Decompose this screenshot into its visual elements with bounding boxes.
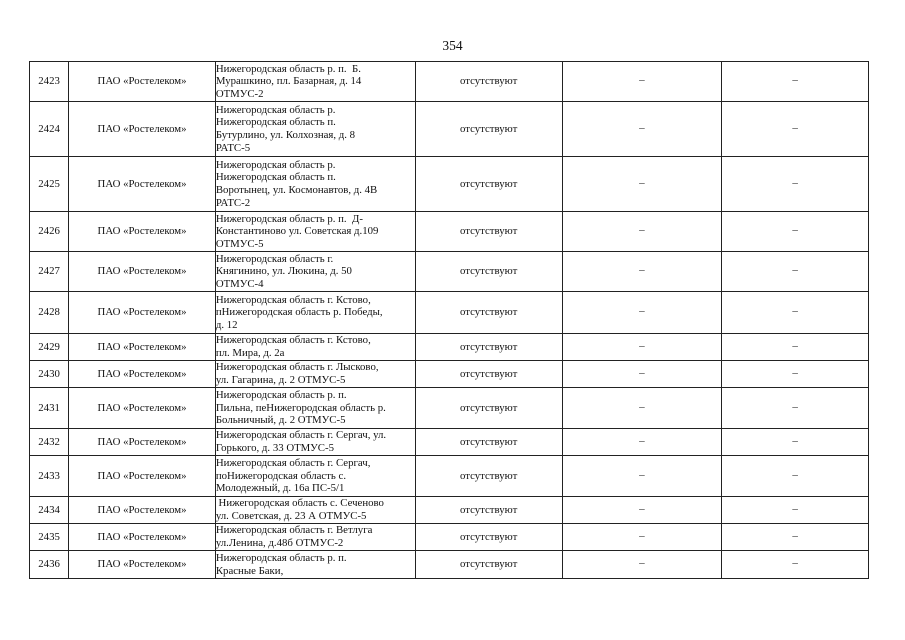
status-cell: отсутствуют bbox=[415, 334, 562, 361]
dash-value: – bbox=[792, 502, 798, 515]
column-6-cell bbox=[722, 456, 869, 497]
address-line: Нижегородская область р. bbox=[215, 103, 336, 116]
address-line: Нижегородская область г. Ветлуга bbox=[215, 524, 373, 537]
row-number-cell: 2425 bbox=[30, 157, 69, 212]
address-cell bbox=[215, 252, 415, 292]
column-6-cell bbox=[722, 388, 869, 429]
row-number-cell: 2435 bbox=[30, 524, 69, 551]
organization-cell: ПАО «Ростелеком» bbox=[69, 252, 216, 292]
organization-cell: ПАО «Ростелеком» bbox=[69, 429, 216, 456]
row-number-cell: 2432 bbox=[30, 429, 69, 456]
address-line: ОТМУС-5 bbox=[215, 237, 264, 250]
address-line: Нижегородская область с. Сеченово bbox=[215, 497, 384, 510]
row-number-cell: 2431 bbox=[30, 388, 69, 429]
address-cell bbox=[215, 551, 415, 579]
row-number-cell: 2434 bbox=[30, 497, 69, 524]
dash-value: – bbox=[792, 529, 798, 542]
address-line: ОТМУС-4 bbox=[215, 277, 264, 290]
address-line: пНижегородская область р. Победы, bbox=[215, 306, 383, 319]
column-5-cell bbox=[562, 456, 722, 497]
address-line: Нижегородская область р. bbox=[215, 158, 336, 171]
status-cell: отсутствуют bbox=[415, 497, 562, 524]
column-5-cell bbox=[562, 102, 722, 157]
status-cell: отсутствуют bbox=[415, 102, 562, 157]
address-cell bbox=[215, 456, 415, 497]
table-row bbox=[30, 388, 869, 429]
table-row bbox=[30, 252, 869, 292]
table-row bbox=[30, 62, 869, 102]
address-line: Нижегородская область р. п. bbox=[215, 389, 347, 402]
status-cell: отсутствуют bbox=[415, 212, 562, 252]
column-5-cell bbox=[562, 524, 722, 551]
dash-value: – bbox=[639, 366, 645, 379]
column-5-cell bbox=[562, 334, 722, 361]
address-line: Нижегородская область р. п. bbox=[215, 551, 347, 564]
column-5-cell bbox=[562, 157, 722, 212]
address-cell bbox=[215, 62, 415, 102]
address-line: поНижегородская область с. bbox=[215, 469, 347, 482]
organization-cell: ПАО «Ростелеком» bbox=[69, 361, 216, 388]
organization-cell: ПАО «Ростелеком» bbox=[69, 524, 216, 551]
register-table bbox=[29, 61, 869, 579]
column-6-cell bbox=[722, 62, 869, 102]
address-line: Нижегородская область п. bbox=[215, 116, 336, 129]
address-line: Нижегородская область г. Сергач, ул. bbox=[215, 429, 387, 442]
dash-value: – bbox=[639, 529, 645, 542]
row-number-cell: 2427 bbox=[30, 252, 69, 292]
status-cell: отсутствуют bbox=[415, 456, 562, 497]
status-cell: отсутствуют bbox=[415, 551, 562, 579]
address-cell bbox=[215, 429, 415, 456]
organization-cell: ПАО «Ростелеком» bbox=[69, 157, 216, 212]
organization-cell: ПАО «Ростелеком» bbox=[69, 456, 216, 497]
column-6-cell bbox=[722, 292, 869, 334]
column-6-cell bbox=[722, 524, 869, 551]
dash-value: – bbox=[792, 400, 798, 413]
row-number-cell: 2426 bbox=[30, 212, 69, 252]
dash-value: – bbox=[792, 224, 798, 237]
dash-value: – bbox=[639, 121, 645, 134]
column-5-cell bbox=[562, 292, 722, 334]
table-row bbox=[30, 292, 869, 334]
status-cell: отсутствуют bbox=[415, 429, 562, 456]
organization-cell: ПАО «Ростелеком» bbox=[69, 212, 216, 252]
dash-value: – bbox=[792, 434, 798, 447]
table-row bbox=[30, 497, 869, 524]
register-table-body bbox=[30, 62, 869, 579]
row-number-cell: 2436 bbox=[30, 551, 69, 579]
address-line: ул. Советская, д. 23 А ОТМУС-5 bbox=[215, 510, 367, 522]
column-6-cell bbox=[722, 361, 869, 388]
dash-value: – bbox=[792, 264, 798, 277]
organization-cell: ПАО «Ростелеком» bbox=[69, 551, 216, 579]
table-row bbox=[30, 551, 869, 579]
table-row bbox=[30, 212, 869, 252]
dash-value: – bbox=[792, 121, 798, 134]
column-5-cell bbox=[562, 212, 722, 252]
address-line: Константиново ул. Советская д.109 bbox=[215, 225, 379, 238]
dash-value: – bbox=[792, 557, 798, 570]
column-6-cell bbox=[722, 551, 869, 579]
row-number-cell: 2423 bbox=[30, 62, 69, 102]
status-cell: отсутствуют bbox=[415, 388, 562, 429]
column-6-cell bbox=[722, 334, 869, 361]
address-line: ОТМУС-2 bbox=[215, 87, 264, 100]
column-6-cell bbox=[722, 497, 869, 524]
address-line: пл. Мира, д. 2а bbox=[215, 347, 285, 359]
column-6-cell bbox=[722, 157, 869, 212]
address-cell bbox=[215, 102, 415, 157]
column-6-cell bbox=[722, 429, 869, 456]
address-line: ул. Гагарина, д. 2 ОТМУС-5 bbox=[215, 374, 346, 386]
address-line: Молодежный, д. 16а ПС-5/1 bbox=[215, 482, 345, 495]
column-5-cell bbox=[562, 429, 722, 456]
address-line: Мурашкино, пл. Базарная, д. 14 bbox=[215, 75, 362, 88]
dash-value: – bbox=[792, 74, 798, 87]
address-line: Пильна, пеНижегородская область р. bbox=[215, 401, 386, 414]
address-line: Красные Баки, bbox=[215, 564, 284, 577]
column-5-cell bbox=[562, 62, 722, 102]
page-number: 354 bbox=[442, 38, 463, 53]
column-5-cell bbox=[562, 551, 722, 579]
dash-value: – bbox=[792, 468, 798, 481]
table-row bbox=[30, 524, 869, 551]
table-row bbox=[30, 157, 869, 212]
column-6-cell bbox=[722, 102, 869, 157]
column-6-cell bbox=[722, 252, 869, 292]
organization-cell: ПАО «Ростелеком» bbox=[69, 388, 216, 429]
row-number-cell: 2433 bbox=[30, 456, 69, 497]
address-cell bbox=[215, 361, 415, 388]
dash-value: – bbox=[639, 264, 645, 277]
address-line: РАТС-5 bbox=[215, 141, 251, 154]
row-number-cell: 2428 bbox=[30, 292, 69, 334]
row-number-cell: 2429 bbox=[30, 334, 69, 361]
dash-value: – bbox=[639, 502, 645, 515]
table-row bbox=[30, 102, 869, 157]
address-line: Нижегородская область г. bbox=[215, 252, 334, 265]
address-line: Нижегородская область г. Кстово, bbox=[215, 334, 371, 347]
column-5-cell bbox=[562, 388, 722, 429]
dash-value: – bbox=[639, 224, 645, 237]
column-6-cell bbox=[722, 212, 869, 252]
address-cell bbox=[215, 497, 415, 524]
address-line: Нижегородская область р. п. Д- bbox=[215, 212, 363, 225]
organization-cell: ПАО «Ростелеком» bbox=[69, 334, 216, 361]
address-line: Княгинино, ул. Люкина, д. 50 bbox=[215, 265, 352, 278]
table-row bbox=[30, 429, 869, 456]
address-cell bbox=[215, 388, 415, 429]
address-line: Больничный, д. 2 ОТМУС-5 bbox=[215, 414, 346, 427]
address-line: Нижегородская область п. bbox=[215, 171, 336, 184]
address-line: Нижегородская область г. Лысково, bbox=[215, 361, 379, 374]
row-number-cell: 2424 bbox=[30, 102, 69, 157]
column-5-cell bbox=[562, 361, 722, 388]
dash-value: – bbox=[639, 557, 645, 570]
table-row bbox=[30, 334, 869, 361]
dash-value: – bbox=[639, 305, 645, 318]
address-cell bbox=[215, 157, 415, 212]
address-cell bbox=[215, 524, 415, 551]
address-line: д. 12 bbox=[215, 318, 238, 331]
dash-value: – bbox=[639, 176, 645, 189]
address-line: Нижегородская область р. п. Б. bbox=[215, 62, 361, 75]
dash-value: – bbox=[792, 339, 798, 352]
dash-value: – bbox=[639, 400, 645, 413]
dash-value: – bbox=[639, 468, 645, 481]
dash-value: – bbox=[639, 339, 645, 352]
address-line: Бутурлино, ул. Колхозная, д. 8 bbox=[215, 129, 356, 141]
status-cell: отсутствуют bbox=[415, 157, 562, 212]
address-cell bbox=[215, 334, 415, 361]
status-cell: отсутствуют bbox=[415, 292, 562, 334]
table-row bbox=[30, 361, 869, 388]
table-row bbox=[30, 456, 869, 497]
status-cell: отсутствуют bbox=[415, 62, 562, 102]
status-cell: отсутствуют bbox=[415, 252, 562, 292]
dash-value: – bbox=[639, 434, 645, 447]
status-cell: отсутствуют bbox=[415, 361, 562, 388]
address-cell bbox=[215, 292, 415, 334]
organization-cell: ПАО «Ростелеком» bbox=[69, 292, 216, 334]
organization-cell: ПАО «Ростелеком» bbox=[69, 497, 216, 524]
address-line: ул.Ленина, д.48б ОТМУС-2 bbox=[215, 537, 344, 549]
status-cell: отсутствуют bbox=[415, 524, 562, 551]
address-line: РАТС-2 bbox=[215, 196, 251, 209]
dash-value: – bbox=[792, 176, 798, 189]
column-5-cell bbox=[562, 497, 722, 524]
address-line: Воротынец, ул. Космонавтов, д. 4В bbox=[215, 184, 378, 196]
address-cell bbox=[215, 212, 415, 252]
address-line: Нижегородская область г. Сергач, bbox=[215, 457, 371, 470]
dash-value: – bbox=[792, 305, 798, 318]
organization-cell: ПАО «Ростелеком» bbox=[69, 102, 216, 157]
organization-cell: ПАО «Ростелеком» bbox=[69, 62, 216, 102]
address-line: Нижегородская область г. Кстово, bbox=[215, 293, 371, 306]
dash-value: – bbox=[639, 74, 645, 87]
address-line: Горького, д. 33 ОТМУС-5 bbox=[215, 442, 335, 454]
dash-value: – bbox=[792, 366, 798, 379]
row-number-cell: 2430 bbox=[30, 361, 69, 388]
column-5-cell bbox=[562, 252, 722, 292]
